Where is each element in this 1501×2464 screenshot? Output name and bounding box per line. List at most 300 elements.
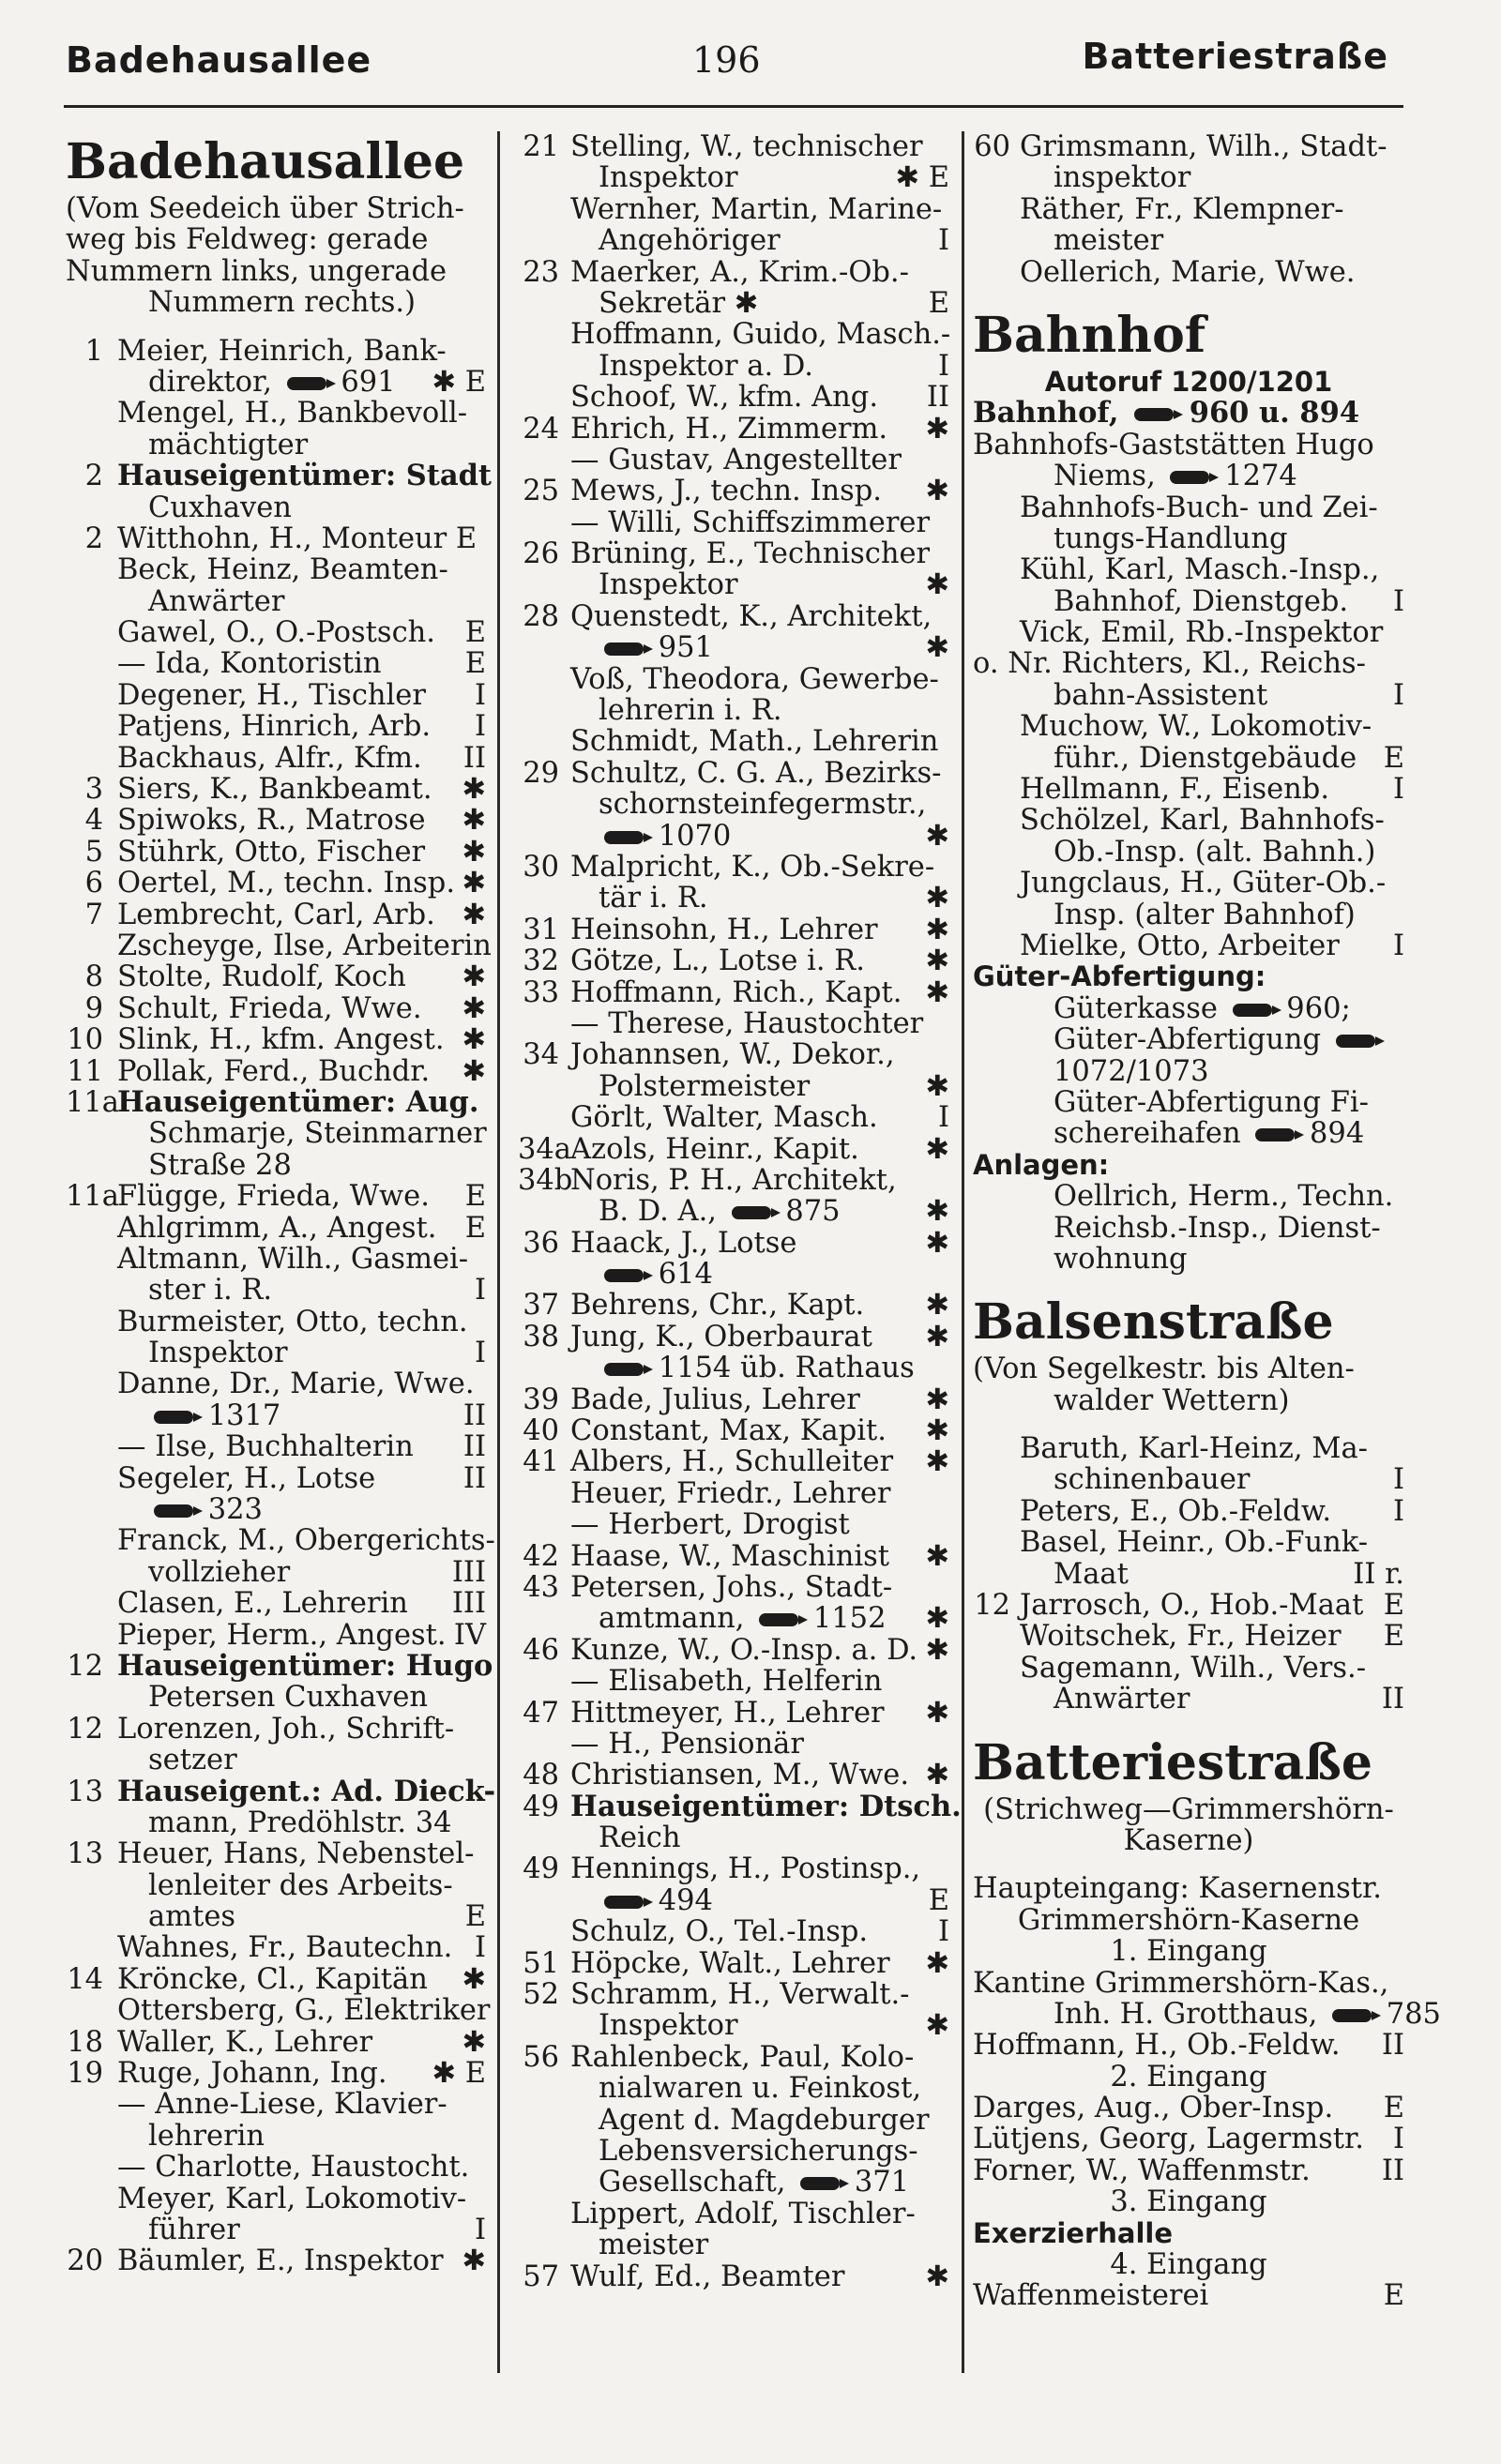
floor-marker: ✱ bbox=[925, 631, 949, 665]
floor-marker: I bbox=[1392, 584, 1404, 618]
column-3 bbox=[973, 130, 1441, 2313]
entry-text: setzer bbox=[148, 1744, 237, 1777]
directory-entry bbox=[973, 648, 1404, 679]
directory-entry bbox=[66, 1524, 495, 1558]
house-number: 12 bbox=[67, 1712, 103, 1746]
entry-text: Azols, Heinr., Kapit. bbox=[570, 1132, 859, 1166]
entry-text: Clasen, E., Lehrerin bbox=[117, 1587, 408, 1621]
directory-entry bbox=[66, 398, 486, 429]
entry-text: lehrerin i. R. bbox=[599, 694, 782, 728]
directory-entry bbox=[973, 2249, 1404, 2280]
entry-text: Beck, Heinz, Beamten- bbox=[117, 553, 448, 587]
floor-marker: ✱ E bbox=[895, 161, 949, 195]
entry-text: Reich bbox=[599, 1822, 681, 1855]
floor-marker: ✱ bbox=[925, 882, 949, 915]
entry-text: Christiansen, M., Wwe. bbox=[570, 1759, 910, 1792]
directory-entry bbox=[973, 930, 1404, 961]
directory-entry bbox=[973, 554, 1404, 585]
directory-entry bbox=[518, 382, 949, 413]
floor-marker: I bbox=[1392, 773, 1404, 807]
directory-entry bbox=[518, 1134, 949, 1165]
entry-text: Waffenmeisterei bbox=[973, 2279, 1209, 2313]
directory-entry bbox=[66, 993, 486, 1024]
directory-entry bbox=[973, 1590, 1404, 1621]
entry-text: Schoof, W., kfm. Ang. bbox=[570, 381, 879, 415]
entry-text: Gesellschaft, 371 bbox=[599, 2166, 910, 2199]
house-number: 46 bbox=[523, 1633, 559, 1667]
directory-entry bbox=[518, 1259, 949, 1290]
entry-text: Jung, K., Oberbaurat bbox=[570, 1320, 872, 1353]
entry-text: Kantine Grimmershörn-Kas., bbox=[973, 1966, 1389, 2000]
floor-marker: ✱ bbox=[925, 1445, 949, 1479]
directory-entry bbox=[518, 664, 949, 695]
directory-entry bbox=[66, 554, 486, 585]
floor-marker: II bbox=[1381, 2154, 1404, 2187]
house-number: 30 bbox=[523, 850, 559, 884]
directory-entry bbox=[66, 2245, 486, 2276]
house-number: 12 bbox=[974, 1589, 1010, 1623]
entry-text: lehrerin bbox=[148, 2119, 265, 2153]
entry-text: Angehöriger bbox=[599, 224, 781, 258]
directory-entry bbox=[66, 1368, 486, 1399]
house-number: 11 bbox=[67, 1054, 103, 1088]
entry-text: Nummern rechts.) bbox=[148, 286, 416, 320]
directory-entry bbox=[973, 1244, 1404, 1275]
entry-text: Backhaus, Alfr., Kfm. bbox=[117, 741, 422, 775]
house-number: 18 bbox=[67, 2025, 103, 2059]
entry-text: Maerker, A., Krim.-Ob.- bbox=[570, 255, 909, 289]
floor-marker: I bbox=[937, 1101, 949, 1135]
entry-text: Güter-Abfertigung: bbox=[973, 960, 1266, 993]
floor-marker: ✱ bbox=[925, 475, 949, 508]
entry-text: Güter-Abfertigung Fi- bbox=[1054, 1085, 1369, 1119]
directory-entry bbox=[518, 507, 949, 538]
directory-entry bbox=[973, 1968, 1404, 1999]
directory-entry bbox=[518, 1228, 949, 1259]
directory-entry bbox=[518, 1102, 949, 1133]
entry-text: Haack, J., Lotse bbox=[570, 1226, 797, 1260]
entry-text: Oellrich, Herm., Techn. bbox=[1054, 1180, 1394, 1214]
entry-text: führer bbox=[148, 2214, 240, 2246]
telephone-icon bbox=[1170, 471, 1209, 484]
entry-text: Lembrecht, Carl, Arb. bbox=[117, 898, 435, 931]
entry-text: Schultz, C. G. A., Bezirks- bbox=[570, 756, 942, 790]
directory-entry bbox=[518, 476, 949, 506]
entry-text: Sagemann, Wilh., Vers.- bbox=[1020, 1651, 1366, 1685]
entry-text: Inspektor bbox=[599, 2009, 738, 2043]
directory-entry bbox=[66, 1118, 486, 1149]
directory-entry bbox=[518, 1666, 949, 1697]
directory-entry bbox=[66, 287, 486, 318]
directory-entry bbox=[518, 601, 949, 632]
directory-entry bbox=[973, 1150, 1404, 1181]
directory-entry bbox=[66, 1275, 486, 1306]
entry-text: Woitschek, Fr., Heizer bbox=[1020, 1620, 1342, 1654]
floor-marker: ✱ bbox=[925, 1946, 949, 1980]
entry-text: — Elisabeth, Helferin bbox=[570, 1665, 883, 1699]
directory-entry bbox=[973, 2218, 1404, 2249]
directory-entry bbox=[973, 1873, 1404, 1904]
house-number: 39 bbox=[523, 1383, 559, 1416]
entry-text: Anwärter bbox=[1054, 1683, 1190, 1716]
house-number: 52 bbox=[523, 1978, 559, 2012]
directory-entry bbox=[66, 1714, 486, 1745]
directory-entry bbox=[66, 2121, 486, 2152]
entry-text: Inspektor bbox=[599, 568, 738, 602]
telephone-icon bbox=[604, 1896, 644, 1909]
floor-marker: E bbox=[1383, 741, 1404, 775]
directory-entry bbox=[66, 492, 486, 523]
entry-text: Bahnhof, Dienstgeb. bbox=[1054, 584, 1349, 618]
floor-marker: II bbox=[1381, 2029, 1404, 2063]
house-number: 36 bbox=[523, 1226, 559, 1260]
floor-marker: ✱ bbox=[462, 867, 486, 900]
entry-text: Oellerich, Marie, Wwe. bbox=[1020, 255, 1356, 289]
entry-text: Lippert, Adolf, Tischler- bbox=[570, 2197, 916, 2230]
spacer bbox=[973, 1275, 1404, 1292]
entry-text: 614 bbox=[599, 1259, 949, 1290]
directory-entry bbox=[518, 569, 949, 600]
floor-marker: ✱ bbox=[925, 1226, 949, 1260]
directory-entry bbox=[518, 945, 949, 976]
entry-text: Nummern links, ungerade bbox=[66, 254, 447, 288]
entry-text: 1072/1073 bbox=[1054, 1054, 1209, 1088]
floor-marker: II bbox=[462, 1461, 486, 1495]
directory-entry bbox=[973, 367, 1404, 398]
entry-text: Hauseigentümer: Hugo bbox=[117, 1648, 493, 1683]
house-number: 34 bbox=[523, 1038, 559, 1072]
floor-marker: ✱ bbox=[462, 2025, 486, 2059]
entry-text: Inspektor bbox=[148, 1337, 288, 1370]
floor-marker: II bbox=[1381, 1683, 1404, 1716]
telephone-icon bbox=[604, 1269, 644, 1282]
entry-text: (Vom Seedeich über Strich- bbox=[66, 192, 464, 225]
entry-text: walder Wettern) bbox=[1054, 1383, 1290, 1417]
entry-text: 1154 üb. Rathaus bbox=[599, 1353, 949, 1383]
directory-entry bbox=[66, 1901, 486, 1932]
directory-entry bbox=[973, 993, 1404, 1024]
house-number: 8 bbox=[84, 960, 103, 994]
directory-entry bbox=[66, 2184, 486, 2215]
entry-text: lenleiter des Arbeits- bbox=[148, 1868, 453, 1902]
floor-marker: ✱ bbox=[925, 1320, 949, 1353]
entry-text: Ehrich, H., Zimmerm. bbox=[570, 412, 888, 446]
street-heading bbox=[973, 1732, 1404, 1794]
entry-text: tär i. R. bbox=[599, 882, 708, 915]
directory-entry bbox=[66, 1557, 486, 1588]
entry-text: Lorenzen, Joh., Schrift- bbox=[117, 1712, 455, 1746]
entry-text: Jungclaus, H., Güter-Ob.- bbox=[1020, 867, 1387, 900]
entry-text: Forner, W., Waffenmstr. bbox=[973, 2154, 1311, 2187]
entry-text: Burmeister, Otto, techn. bbox=[117, 1305, 468, 1338]
floor-marker: ✱ bbox=[462, 804, 486, 838]
directory-entry bbox=[973, 837, 1404, 868]
floor-marker: I bbox=[474, 1337, 486, 1370]
entry-text: Straße 28 bbox=[148, 1148, 292, 1182]
directory-entry bbox=[66, 1588, 486, 1619]
directory-entry bbox=[518, 789, 949, 820]
floor-marker: I bbox=[474, 1274, 486, 1308]
house-number: 9 bbox=[84, 991, 103, 1025]
directory-entry bbox=[518, 445, 949, 476]
entry-text: 3. Eingang bbox=[1110, 2185, 1267, 2219]
entry-text: 494 bbox=[599, 1885, 949, 1916]
entry-text: Bäumler, E., Inspektor bbox=[117, 2245, 444, 2278]
directory-entry bbox=[518, 1008, 949, 1039]
floor-marker: II bbox=[926, 381, 949, 415]
directory-entry bbox=[518, 1446, 949, 1477]
entry-text: Götze, L., Lotse i. R. bbox=[570, 945, 865, 978]
floor-marker: I bbox=[1392, 1463, 1404, 1497]
floor-marker: E bbox=[464, 1900, 486, 1934]
entry-text: 1. Eingang bbox=[1110, 1935, 1267, 1969]
floor-marker: ✱ bbox=[462, 773, 486, 807]
directory-entry bbox=[518, 632, 949, 663]
floor-marker: ✱ bbox=[925, 1414, 949, 1448]
entry-text: meister bbox=[599, 2229, 709, 2262]
entry-text: Stolte, Rudolf, Koch bbox=[117, 960, 406, 994]
entry-text: Exerzierhalle bbox=[973, 2216, 1174, 2249]
entry-text: führ., Dienstgebäude bbox=[1054, 741, 1357, 775]
directory-entry bbox=[66, 617, 486, 648]
floor-marker: ✱ bbox=[462, 1054, 486, 1088]
column-divider bbox=[962, 131, 964, 2373]
entry-text: Vick, Emil, Rb.-Inspektor bbox=[1020, 616, 1384, 650]
floor-marker: I bbox=[1392, 2123, 1404, 2156]
entry-text: schornsteinfegermstr., bbox=[599, 788, 927, 822]
entry-text: 2. Eingang bbox=[1110, 2060, 1267, 2094]
directory-entry bbox=[518, 1541, 949, 1572]
entry-text: Hauseigentümer: Dtsch. bbox=[570, 1789, 962, 1823]
floor-marker: II bbox=[462, 1398, 486, 1432]
directory-entry bbox=[518, 2199, 949, 2230]
entry-text: Hoffmann, H., Ob.-Feldw. bbox=[973, 2029, 1341, 2063]
entry-text: Bade, Julius, Lehrer bbox=[570, 1383, 860, 1416]
entry-text: Waller, K., Lehrer bbox=[117, 2025, 373, 2059]
directory-entry bbox=[973, 2124, 1404, 2154]
directory-entry bbox=[66, 336, 486, 367]
directory-entry bbox=[518, 1916, 949, 1947]
entry-text: Schmidt, Math., Lehrerin bbox=[570, 725, 939, 759]
floor-marker: ✱ bbox=[462, 991, 486, 1025]
entry-text: Schult, Frieda, Wwe. bbox=[117, 991, 422, 1025]
directory-entry bbox=[66, 743, 486, 774]
directory-entry bbox=[973, 430, 1404, 461]
directory-entry bbox=[973, 586, 1404, 617]
house-number: 20 bbox=[67, 2245, 103, 2278]
header-street-right: Batteriestraße bbox=[1082, 36, 1388, 77]
house-number: 49 bbox=[523, 1852, 559, 1886]
entry-text: weg bis Feldweg: gerade bbox=[66, 223, 429, 257]
telephone-icon bbox=[604, 642, 644, 656]
directory-entry bbox=[518, 2010, 949, 2041]
house-number: 26 bbox=[523, 537, 559, 571]
entry-text: Haupteingang: Kasernenstr. bbox=[973, 1872, 1382, 1906]
directory-entry bbox=[66, 1807, 486, 1838]
telephone-icon bbox=[604, 1363, 644, 1376]
entry-text: ster i. R. bbox=[148, 1274, 273, 1308]
entry-text: Hauseigent.: Ad. Dieck- bbox=[117, 1774, 496, 1808]
directory-entry bbox=[518, 1384, 949, 1415]
directory-entry bbox=[518, 1509, 949, 1540]
directory-entry bbox=[66, 1870, 486, 1901]
directory-entry bbox=[518, 695, 949, 726]
telephone-icon bbox=[154, 1411, 193, 1424]
floor-marker: ✱ bbox=[925, 975, 949, 1009]
directory-entry bbox=[973, 1433, 1404, 1464]
entry-text: Malpricht, K., Ob.-Sekre- bbox=[570, 850, 935, 884]
floor-marker: I bbox=[1392, 678, 1404, 712]
directory-entry bbox=[66, 1494, 486, 1525]
directory-entry bbox=[973, 2186, 1404, 2217]
directory-entry bbox=[973, 2155, 1404, 2186]
entry-text: Rahlenbeck, Paul, Kolo- bbox=[570, 2040, 915, 2074]
street-name: Batteriestraße bbox=[973, 1733, 1372, 1791]
directory-entry bbox=[518, 538, 949, 569]
house-number: 48 bbox=[523, 1759, 559, 1792]
directory-entry bbox=[973, 1464, 1404, 1495]
entry-text: — Anne-Liese, Klavier- bbox=[117, 2088, 447, 2122]
directory-entry bbox=[973, 1936, 1404, 1967]
column-2 bbox=[518, 130, 962, 2293]
directory-entry bbox=[973, 131, 1404, 162]
floor-marker: E bbox=[464, 647, 486, 681]
directory-entry bbox=[973, 1496, 1404, 1527]
house-number: 19 bbox=[67, 2057, 103, 2091]
directory-entry bbox=[518, 2105, 949, 2136]
floor-marker: I bbox=[474, 2214, 486, 2246]
floor-marker: ✱ bbox=[925, 913, 949, 946]
directory-entry bbox=[973, 492, 1404, 523]
floor-marker: IV bbox=[453, 1618, 486, 1652]
entry-text: Slink, H., kfm. Angest. bbox=[117, 1023, 445, 1057]
entry-text: Peters, E., Ob.-Feldw. bbox=[1020, 1494, 1332, 1528]
directory-entry bbox=[973, 461, 1404, 491]
directory-entry bbox=[518, 1603, 949, 1634]
entry-text: Quenstedt, K., Architekt, bbox=[570, 599, 932, 633]
house-number: 11a bbox=[66, 1085, 119, 1119]
directory-entry bbox=[66, 2058, 486, 2089]
directory-entry bbox=[66, 1150, 486, 1181]
directory-entry bbox=[518, 1948, 949, 1979]
telephone-icon bbox=[604, 831, 644, 844]
house-number: 31 bbox=[523, 913, 559, 946]
floor-marker: E bbox=[1383, 2092, 1404, 2125]
entry-text: Lütjens, Georg, Lagermstr. bbox=[973, 2123, 1364, 2156]
directory-entry bbox=[518, 1353, 949, 1383]
entry-text: Anlagen: bbox=[973, 1148, 1110, 1181]
directory-entry bbox=[518, 414, 949, 445]
entry-text: Hauseigentümer: Stadt bbox=[117, 459, 493, 493]
floor-marker: II bbox=[462, 1430, 486, 1464]
house-number: 13 bbox=[67, 1775, 103, 1808]
entry-text: Kunze, W., O.-Insp. a. D. bbox=[570, 1633, 918, 1667]
entry-text: Ob.-Insp. (alt. Bahnh.) bbox=[1054, 835, 1376, 869]
entry-text: Darges, Aug., Ober-Insp. bbox=[973, 2092, 1334, 2125]
entry-text: Meier, Heinrich, Bank- bbox=[117, 334, 447, 368]
street-heading bbox=[973, 305, 1404, 367]
floor-marker: I bbox=[474, 1931, 486, 1965]
entry-text: o. Nr. Richters, Kl., Reichs- bbox=[973, 647, 1366, 681]
entry-text: Albers, H., Schulleiter bbox=[570, 1445, 894, 1479]
floor-marker: ✱ bbox=[925, 819, 949, 853]
house-number: 1 bbox=[84, 334, 103, 368]
floor-marker: ✱ bbox=[925, 1195, 949, 1229]
directory-entry bbox=[973, 1087, 1404, 1118]
floor-marker: ✱ E bbox=[432, 365, 486, 399]
entry-text: Hellmann, F., Eisenb. bbox=[1020, 773, 1330, 807]
entry-text: Wulf, Ed., Beamter bbox=[570, 2260, 845, 2293]
directory-entry bbox=[518, 1760, 949, 1791]
entry-text: Pieper, Herm., Angest. bbox=[117, 1618, 447, 1652]
directory-entry bbox=[973, 680, 1404, 711]
spacer bbox=[66, 319, 486, 336]
directory-entry bbox=[66, 256, 486, 287]
directory-entry bbox=[973, 1024, 1404, 1055]
directory-entry bbox=[66, 1307, 486, 1338]
directory-entry bbox=[518, 1635, 949, 1666]
directory-entry bbox=[518, 1822, 949, 1853]
directory-entry bbox=[518, 1322, 949, 1353]
spacer bbox=[973, 1856, 1404, 1873]
directory-entry bbox=[973, 805, 1404, 836]
floor-marker: III bbox=[451, 1587, 486, 1621]
floor-marker: E bbox=[464, 1180, 486, 1214]
entry-text: Hittmeyer, H., Lehrer bbox=[570, 1696, 885, 1730]
street-heading bbox=[66, 131, 486, 193]
directory-entry bbox=[66, 837, 486, 868]
directory-entry bbox=[66, 1213, 486, 1244]
floor-marker: ✱ bbox=[925, 1069, 949, 1103]
floor-marker: E bbox=[1383, 1589, 1404, 1623]
floor-marker: ✱ bbox=[925, 412, 949, 446]
directory-entry bbox=[518, 257, 949, 288]
floor-marker: II bbox=[462, 741, 486, 775]
floor-marker: I bbox=[937, 224, 949, 258]
floor-marker: III bbox=[451, 1555, 486, 1589]
entry-text: Segeler, H., Lotse bbox=[117, 1461, 376, 1495]
directory-entry bbox=[66, 1774, 496, 1808]
directory-entry bbox=[973, 257, 1404, 288]
directory-entry bbox=[66, 961, 486, 992]
spacer bbox=[973, 1416, 1404, 1433]
entry-text: Baruth, Karl-Heinz, Ma- bbox=[1020, 1432, 1368, 1466]
entry-text: Grimmershörn-Kaserne bbox=[1017, 1903, 1360, 1937]
directory-entry bbox=[66, 1056, 486, 1087]
entry-text: Bahnhofs-Buch- und Zei- bbox=[1020, 491, 1378, 524]
entry-text: 1070 bbox=[599, 821, 949, 852]
floor-marker: ✱ bbox=[462, 898, 486, 931]
directory-entry bbox=[518, 131, 949, 162]
directory-entry bbox=[518, 758, 949, 789]
entry-text: Gawel, O., O.-Postsch. bbox=[117, 616, 435, 650]
directory-entry bbox=[518, 2073, 949, 2104]
directory-entry bbox=[66, 1463, 486, 1494]
floor-marker: E bbox=[928, 1883, 949, 1917]
entry-text: Noris, P. H., Architekt, bbox=[570, 1163, 897, 1197]
floor-marker: E bbox=[1383, 2279, 1404, 2313]
entry-text: Behrens, Chr., Kapt. bbox=[570, 1289, 865, 1323]
entry-text: Wernher, Martin, Marine- bbox=[570, 192, 943, 226]
directory-entry bbox=[66, 1964, 486, 1995]
column-divider bbox=[497, 131, 500, 2373]
house-number: 5 bbox=[84, 835, 103, 869]
directory-entry bbox=[518, 1789, 962, 1823]
directory-entry bbox=[66, 868, 486, 899]
entry-text: Schramm, H., Verwalt.- bbox=[570, 1978, 910, 2012]
entry-text: Autoruf 1200/1201 bbox=[1044, 365, 1333, 398]
entry-text: — Charlotte, Haustocht. bbox=[117, 2151, 470, 2184]
